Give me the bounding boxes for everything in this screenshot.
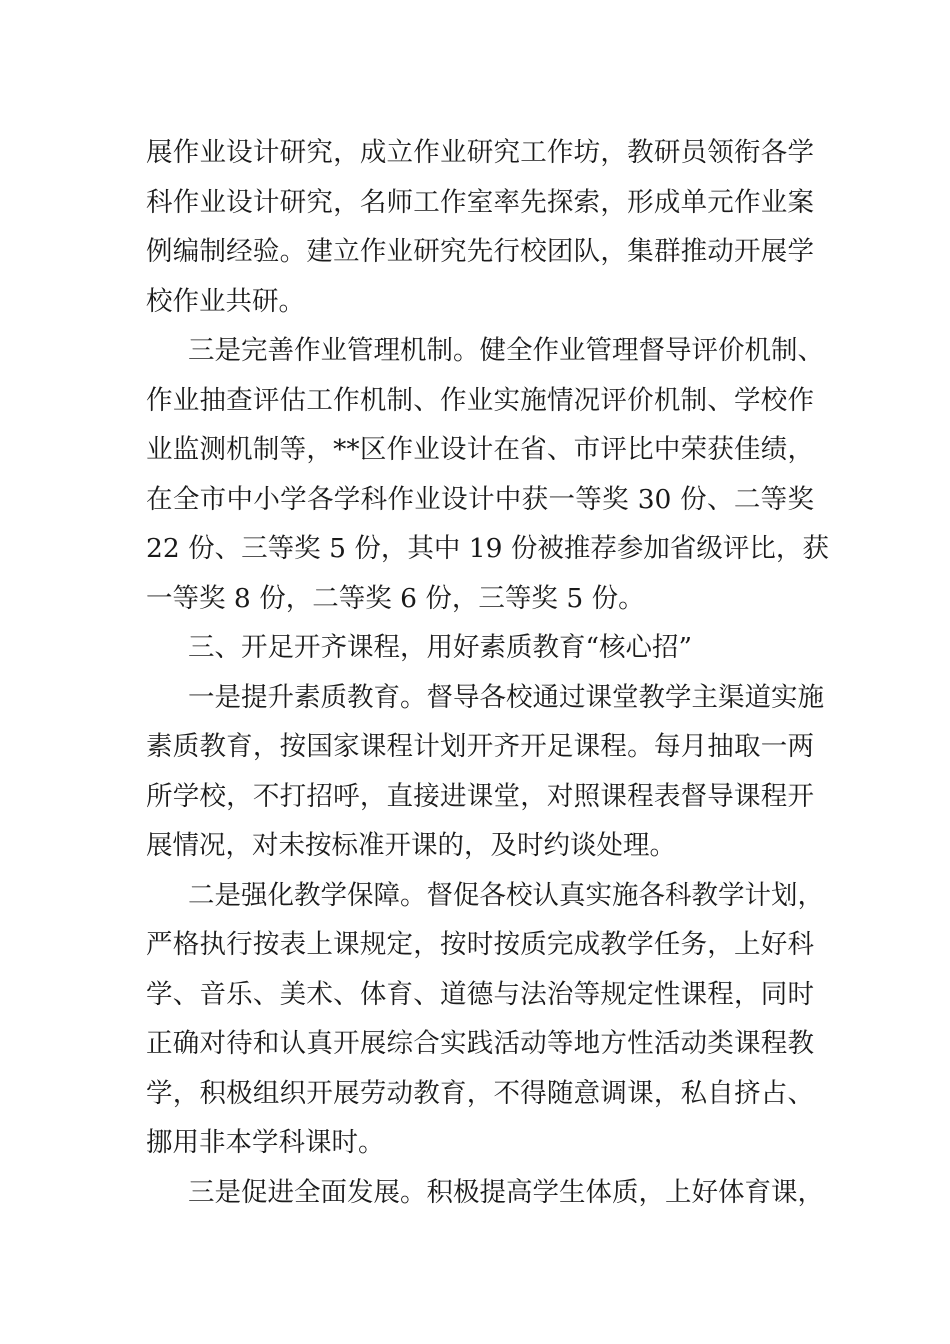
paragraph-all-round-development — [146, 1168, 824, 1218]
text-line: 所学校，不打招呼，直接进课堂，对照课程表督导课程开 — [146, 780, 814, 812]
text-line: 严格执行按表上课规定，按时按质完成教学任务，上好科 — [146, 929, 814, 960]
heading-line: 三、开足开齐课程，用好素质教育“核心招” — [188, 632, 693, 663]
text-line: 学，积极组织开展劳动教育，不得随意调课，私自挤占、 — [146, 1077, 814, 1109]
text-line: 科作业设计研究，名师工作室率先探索，形成单元作业案 — [146, 186, 814, 218]
text-line: 在全市中小学各学科作业设计中获一等奖 30 份、二等奖 — [146, 483, 814, 515]
text-line: 学、音乐、美术、体育、道德与法治等规定性课程，同时 — [146, 978, 814, 1010]
text-line: 展作业设计研究，成立作业研究工作坊，教研员领衔各学 — [146, 137, 814, 168]
text-line: 挪用非本学科课时。 — [146, 1127, 385, 1158]
text-line: 正确对待和认真开展综合实践活动等地方性活动类课程教 — [146, 1028, 814, 1059]
text-line: 三是完善作业管理机制。健全作业管理督导评价机制、 — [188, 335, 824, 366]
text-line: 作业抽查评估工作机制、作业实施情况评价机制、学校作 — [146, 384, 814, 416]
text-line: 例编制经验。建立作业研究先行校团队，集群推动开展学 — [146, 236, 814, 267]
text-line: 校作业共研。 — [146, 285, 305, 317]
text-line: 22 份、三等奖 5 份，其中 19 份被推荐参加省级评比，获 — [146, 533, 829, 564]
text-line: 三是促进全面发展。积极提高学生体质，上好体育课， — [188, 1176, 824, 1208]
paragraph-homework-management — [146, 326, 829, 623]
text-line: 一是提升素质教育。督导各校通过课堂教学主渠道实施 — [188, 681, 824, 713]
text-line: 展情况，对未按标准开课的，及时约谈处理。 — [146, 830, 676, 861]
section-heading-curriculum — [146, 623, 814, 673]
text-line: 业监测机制等，**区作业设计在省、市评比中荣获佳绩， — [146, 434, 814, 465]
paragraph-homework-research — [146, 128, 814, 326]
paragraph-quality-education — [146, 673, 824, 871]
text-line: 素质教育，按国家课程计划开齐开足课程。每月抽取一两 — [146, 731, 814, 762]
text-line: 一等奖 8 份，二等奖 6 份，三等奖 5 份。 — [146, 582, 645, 614]
document-body — [146, 128, 829, 1217]
paragraph-teaching-guarantee — [146, 871, 824, 1168]
text-line: 二是强化教学保障。督促各校认真实施各科教学计划， — [188, 879, 824, 911]
